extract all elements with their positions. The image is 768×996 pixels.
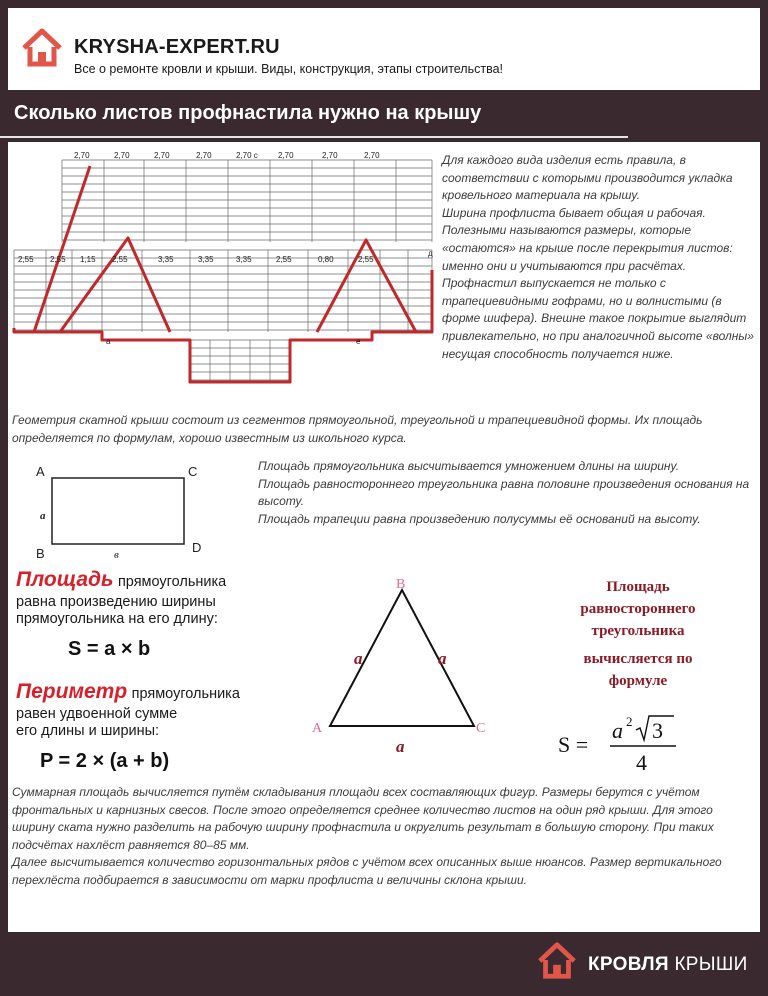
caption-line: треугольника [591, 623, 685, 639]
side-label: a [40, 510, 46, 522]
dimension-label: 2,70 [196, 152, 212, 160]
brand-bold: КРОВЛЯ [588, 954, 669, 975]
formula-power: 2 [626, 714, 633, 729]
page-title: Сколько листов профнастила нужно на крышу [14, 102, 482, 124]
dimension-label: 2,55 [18, 255, 34, 264]
dimension-label: 2,55 [50, 255, 66, 264]
roof-outline-path [14, 270, 432, 382]
vertex-label: A [312, 721, 323, 736]
footer-house-logo-icon [536, 940, 578, 982]
summary-paragraph: Суммарная площадь вычисляется путём складывания площади всех составляющих фигур. Размеры берутся с учётом фронтальных и карнизных свесов. После этого определяется среднее количество листов на один ряд крыши. Для этого ширину ската нужно разделить на рабочую ширину профнастила и округлить результат в большую сторону. При таких подсчётах нахлёст равняется 80–85 мм. [12, 785, 714, 852]
dimension-label: 0,80 [318, 255, 334, 264]
content-panel [8, 142, 760, 932]
perimeter-line: равен удвоенной сумме [16, 706, 178, 722]
area-line: прямоугольника [117, 574, 227, 590]
house-logo-icon [20, 26, 64, 70]
summary-paragraph: Далее высчитывается количество горизонтальных рядов с учётом всех описанных выше нюансов. Размер вертикального перехлёста подбирается в зависимости от марки профлиста и величины склона крыши. [12, 855, 722, 887]
equilateral-area-formula [556, 708, 696, 778]
dimension-label: 1,15 [80, 255, 96, 264]
point-label: д [428, 249, 433, 258]
title-bar [0, 92, 628, 138]
corner-label: D [192, 540, 202, 555]
formula-description [258, 458, 753, 528]
triangle-shape [330, 590, 474, 726]
dimension-label: 2,55 [276, 255, 292, 264]
formula-root: 3 [652, 718, 663, 743]
dimension-label: 2,70 с [236, 152, 258, 160]
dimension-label: 3,35 [236, 255, 252, 264]
perimeter-line: прямоугольника [131, 686, 240, 702]
geometry-text: Геометрия скатной крыши состоит из сегментов прямоугольной, треугольной и трапециевидной формы. Их площадь определяется по формулам, хорошо известным из школьного курса. [12, 413, 703, 445]
equilateral-triangle-figure [304, 574, 504, 754]
summary-text [12, 784, 756, 890]
equilateral-caption [528, 576, 748, 692]
dimension-label: 3,35 [198, 255, 214, 264]
dimension-label: 2,70 [154, 152, 170, 160]
roof-plan-drawing [12, 152, 436, 396]
perimeter-formula: P = 2 × (a + b) [40, 750, 170, 772]
vertex-label: B [396, 577, 406, 592]
formula-variable: a [612, 718, 623, 743]
formula-denominator: 4 [636, 750, 647, 775]
vertex-label: C [476, 721, 486, 736]
area-line: равна произведению ширины [16, 594, 216, 610]
rectangle-figure [32, 464, 222, 564]
intro-paragraph: Для каждого вида изделия есть правила, в соответствии с которыми производится укладка кровельного материала на крышу. [442, 153, 733, 203]
roof-outline-path [60, 238, 170, 332]
perimeter-heading: Периметр [16, 680, 128, 703]
area-heading: Площадь [16, 568, 114, 591]
point-label: а [106, 337, 111, 346]
corner-label: C [188, 464, 198, 479]
corner-label: B [36, 546, 45, 561]
dimension-label: 2,70 [74, 152, 90, 160]
caption-line: формуле [608, 673, 668, 689]
dimension-label: 2,55 [358, 255, 374, 264]
formula-line: Площадь равностороннего треугольника равна половине произведения основания на высоту. [258, 476, 750, 509]
intro-paragraph: Ширина профлиста бывает общая и рабочая. Полезными называются размеры, которые «остаются» на крыше после перекрытия листов: именно они и учитываются при расчётах. [442, 205, 733, 273]
area-formula: S = a × b [68, 638, 151, 660]
roof-outline-path [317, 240, 416, 332]
site-header [8, 8, 760, 90]
side-label: a [396, 737, 405, 754]
intro-paragraph: Профнастил выпускается не только с трапециевидными гофрами, но и волнистыми (в форме шифера). Внешне такое покрытие выглядит привлекательно, но при аналогичной высоте «волны» несущая способность получается ниже. [442, 276, 754, 361]
intro-text [442, 152, 760, 363]
area-line: прямоугольника на его длину: [16, 611, 218, 627]
side-label: в [114, 549, 119, 561]
perimeter-line: его длины и ширины: [16, 723, 160, 739]
brand-light: КРЫШИ [674, 954, 748, 975]
dimension-label: 2,55 [112, 255, 128, 264]
site-name[interactable]: KRYSHA-EXPERT.RU [74, 36, 280, 58]
point-label: е [356, 337, 361, 346]
corner-label: A [36, 464, 45, 479]
dimension-label: 3,35 [158, 255, 174, 264]
formula-lhs: S = [558, 732, 589, 757]
dimension-label: 2,70 [322, 152, 338, 160]
area-perimeter-block [16, 568, 266, 788]
dimension-label: 2,70 [278, 152, 294, 160]
site-tagline: Все о ремонте кровли и крыши. Виды, конструкция, этапы строительства! [74, 62, 504, 76]
dimension-label: 2,70 [114, 152, 130, 160]
caption-line: вычисляется по [583, 651, 693, 667]
formula-line: Площадь прямоугольника высчитывается умножением длины на ширину. [258, 459, 680, 473]
side-label: a [354, 649, 363, 668]
footer-brand[interactable] [588, 954, 748, 976]
caption-line: Площадь [606, 579, 670, 595]
caption-line: равностороннего [580, 601, 696, 617]
side-label: a [438, 649, 447, 668]
rectangle-shape [52, 478, 184, 544]
formula-line: Площадь трапеции равна произведению полусуммы её оснований на высоту. [258, 511, 701, 526]
dimension-label: 2,70 [364, 152, 380, 160]
